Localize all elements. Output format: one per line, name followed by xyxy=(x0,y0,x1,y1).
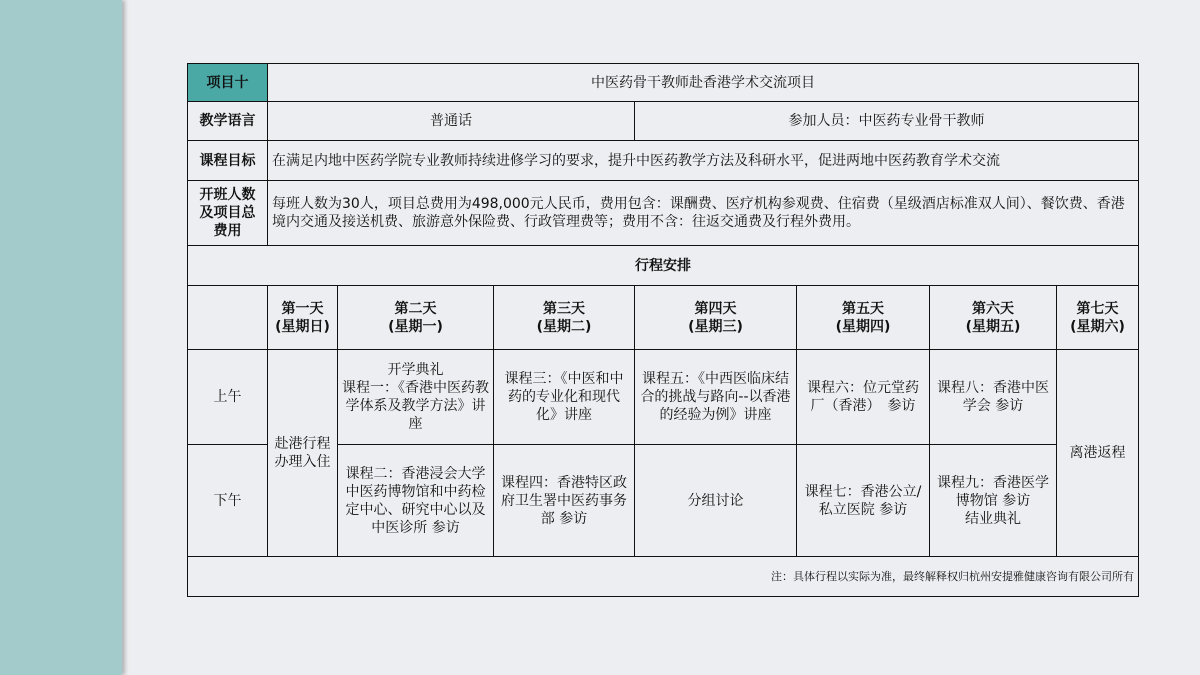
day6-afternoon: 课程九：香港医学博物馆 参访 结业典礼 xyxy=(930,445,1057,557)
goal-label: 课程目标 xyxy=(188,141,268,181)
morning-label: 上午 xyxy=(188,350,268,445)
day-header-3: 第三天 (星期二) xyxy=(494,286,635,350)
project-title: 中医药骨干教师赴香港学术交流项目 xyxy=(268,64,1139,102)
fee-value: 每班人数为30人，项目总费用为498,000元人民币，费用包含：课酬费、医疗机构参观费、住宿费（星级酒店标准双人间）、餐饮费、香港境内交通及接送机费、旅游意外保险费、行政管理费等；费用不含：往返交通费及行程外费用。 xyxy=(268,181,1139,246)
participants-value: 参加人员：中医药专业骨干教师 xyxy=(635,102,1139,141)
footnote: 注：具体行程以实际为准，最终解释权归杭州安提雅健康咨询有限公司所有 xyxy=(188,557,1139,597)
day1-cell: 赴港行程办理入住 xyxy=(268,350,338,557)
project-label: 项目十 xyxy=(188,64,268,102)
fee-label: 开班人数及项目总费用 xyxy=(188,181,268,246)
day5-morning: 课程六：位元堂药厂（香港） 参访 xyxy=(797,350,930,445)
language-value: 普通话 xyxy=(268,102,635,141)
day4-morning: 课程五：《中西医临床结合的挑战与路向--以香港的经验为例》讲座 xyxy=(635,350,797,445)
language-label: 教学语言 xyxy=(188,102,268,141)
day4-afternoon: 分组讨论 xyxy=(635,445,797,557)
day-header-5: 第五天 (星期四) xyxy=(797,286,930,350)
day3-afternoon: 课程四：香港特区政府卫生署中医药事务部 参访 xyxy=(494,445,635,557)
goal-value: 在满足内地中医药学院专业教师持续进修学习的要求，提升中医药教学方法及科研水平，促进两地中医药教育学术交流 xyxy=(268,141,1139,181)
day-header-2: 第二天 (星期一) xyxy=(338,286,494,350)
project-table xyxy=(187,63,1139,597)
schedule-corner xyxy=(188,286,268,350)
day-header-4: 第四天 (星期三) xyxy=(635,286,797,350)
afternoon-label: 下午 xyxy=(188,445,268,557)
day6-morning: 课程八：香港中医学会 参访 xyxy=(930,350,1057,445)
schedule-title: 行程安排 xyxy=(188,246,1139,286)
day3-morning: 课程三：《中医和中药的专业化和现代化》讲座 xyxy=(494,350,635,445)
day-header-6: 第六天 (星期五) xyxy=(930,286,1057,350)
side-decoration-band xyxy=(0,0,122,675)
day-header-1: 第一天 (星期日) xyxy=(268,286,338,350)
day2-morning: 开学典礼 课程一：《香港中医药教学体系及教学方法》讲座 xyxy=(338,350,494,445)
day7-cell: 离港返程 xyxy=(1057,350,1139,557)
day-header-7: 第七天 (星期六) xyxy=(1057,286,1139,350)
day2-afternoon: 课程二：香港浸会大学中医药博物馆和中药检定中心、研究中心以及中医诊所 参访 xyxy=(338,445,494,557)
day5-afternoon: 课程七：香港公立/私立医院 参访 xyxy=(797,445,930,557)
